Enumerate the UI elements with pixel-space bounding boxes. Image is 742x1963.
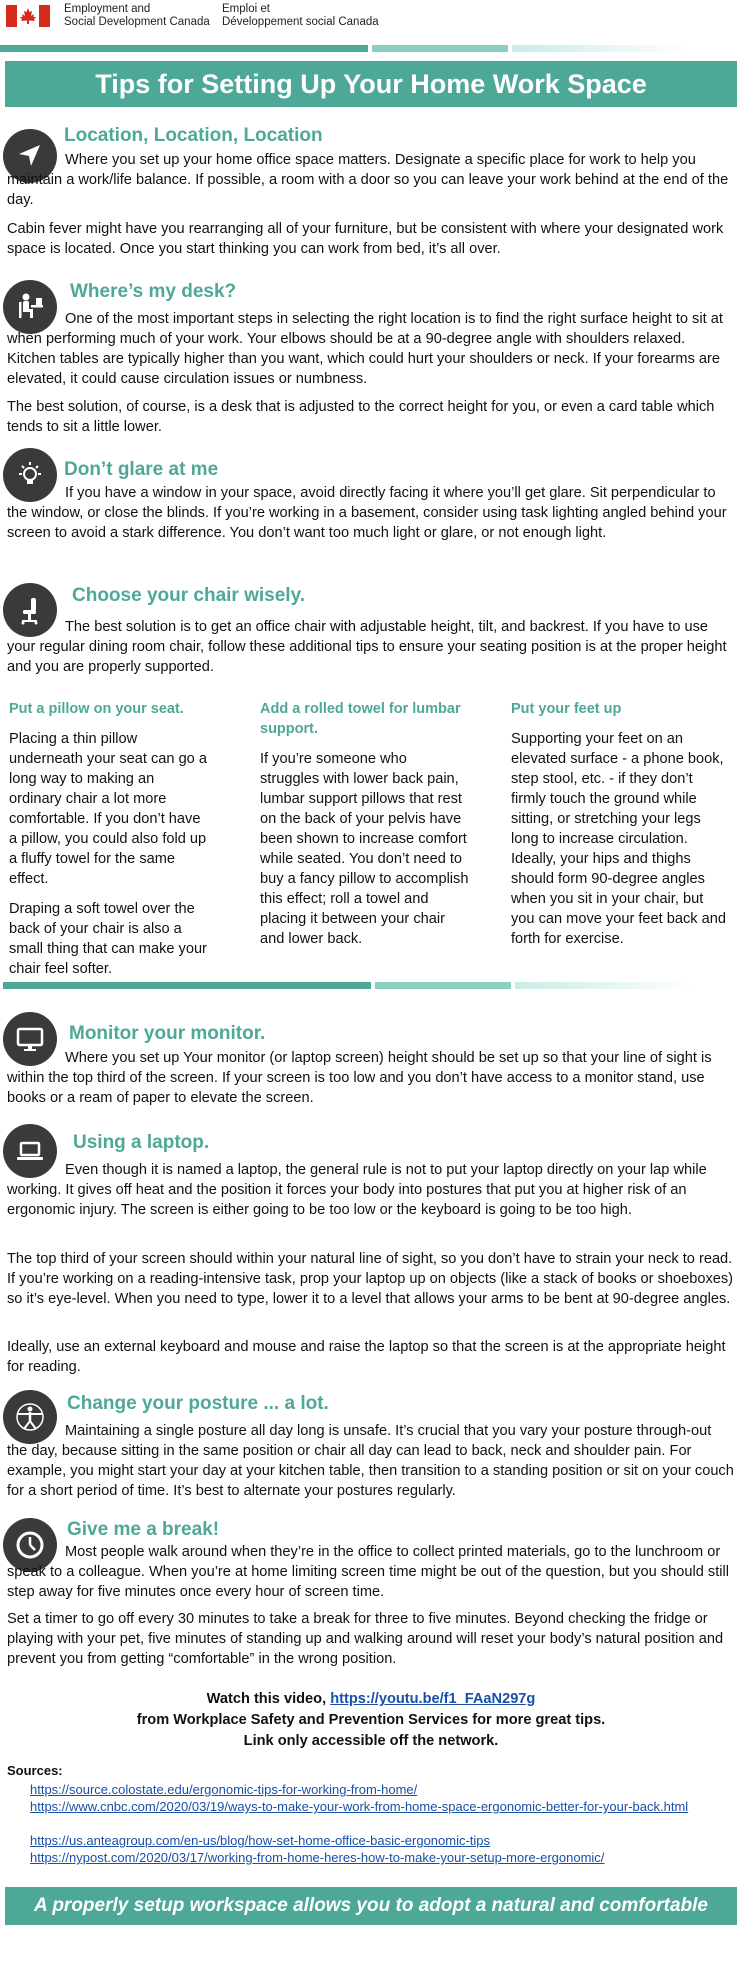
chair-tip-2-heading: Add a rolled towel for lumbar support.	[260, 701, 461, 737]
video-callout	[0, 1689, 742, 1752]
laptop-heading: Using a laptop.	[73, 1132, 210, 1153]
glare-heading: Don’t glare at me	[64, 459, 219, 480]
chair-tip-1-paragraph-1: Placing a thin pillow underneath your seat can go a long way to making an ordinary chair a lot more comfortable. If you don’t have a pillow, you could also fold up a fluffy towel for the same effect.	[9, 731, 207, 887]
source-link-1[interactable]: https://source.colostate.edu/ergonomic-tips-for-working-from-home/	[30, 1782, 418, 1797]
glare-paragraph-1: If you have a window in your space, avoid directly facing it where you’ll get glare. Sit perpendicular to the window, or close the blinds. If you’re working in a basement, consider using task lighting angled behind your screen to avoid a stark difference. You don’t want too much light or glare, or not enough light.	[7, 485, 727, 541]
laptop-paragraph-1: Even though it is named a laptop, the general rule is not to put your laptop directly on your lap while working. It gives off heat and the position it forces your body into postures that put you at higher risk of an ergonomic injury. The screen is either going to be too low or the keyboard is going to be too high.	[7, 1162, 707, 1218]
divider-rule-top	[0, 45, 742, 52]
break-paragraph-1: Most people walk around when they’re in the office to collect printed materials, go to the lunchroom or speak to a colleague. When you’re at home limiting screen time might be out of the question, but you should still step away for five minutes once every hour of screen time.	[7, 1544, 729, 1600]
desk-paragraph-1: One of the most important steps in selecting the right location is to find the right surface height to sit at when performing much of your work. Your elbows should be at a 90-degree angle with shoulders relaxed. Kitchen tables are typically higher than you want, which could hurt your shoulders or neck. If your forearms are elevated, it could cause circulation issues or numbness.	[7, 311, 723, 387]
sources-title: Sources:	[7, 1763, 63, 1778]
video-line-3: Link only accessible off the network.	[243, 1733, 499, 1749]
source-link-2[interactable]: https://www.cnbc.com/2020/03/19/ways-to-make-your-work-from-home-space-ergonomic-better-for-your-back.html	[30, 1799, 689, 1814]
laptop-paragraph-2: The top third of your screen should within your natural line of sight, so you don’t have to strain your neck to read. If you’re working on a reading-intensive task, prop your laptop up on objects (like a stack of books or shoeboxes) so it’s eye-level. When you need to type, lower it to a level that allows your arms to be bent at 90-degree angles.	[7, 1251, 734, 1307]
chair-tip-3-heading: Put your feet up	[511, 701, 622, 717]
chair-tip-1-paragraph-2: Draping a soft towel over the back of your chair is also a small thing that can make your chair feel softer.	[9, 901, 207, 977]
monitor-paragraph-1: Where you set up Your monitor (or laptop screen) height should be set up so that your line of sight is within the top third of the screen. If your screen is too low and you don’t have access to a monitor stand, use books or a ream of paper to elevate the screen.	[7, 1050, 712, 1106]
posture-heading: Change your posture ... a lot.	[67, 1393, 329, 1414]
video-line-1	[0, 1689, 742, 1710]
video-prefix: Watch this video,	[206, 1691, 331, 1707]
chair-tip-column-1	[9, 699, 209, 979]
page-title: Tips for Setting Up Your Home Work Space	[5, 61, 737, 107]
org-en-line2: Social Development Canada	[64, 16, 210, 28]
desk-paragraph-2: The best solution, of course, is a desk that is adjusted to the correct height for you, or even a card table which tends to sit a little lower.	[7, 399, 715, 435]
chair-heading: Choose your chair wisely.	[72, 585, 306, 606]
break-paragraph-2: Set a timer to go off every 30 minutes to take a break for three to five minutes. Beyond checking the fridge or playing with your pet, five minutes of standing up and walking around will reset your body’s natural position and prevent you from getting “comfortable” in the wrong position.	[7, 1611, 724, 1667]
org-fr-line1: Emploi et	[222, 3, 270, 15]
chair-tip-column-3	[511, 699, 729, 949]
monitor-heading: Monitor your monitor.	[69, 1023, 266, 1044]
chair-tip-2-paragraph-1: If you’re someone who struggles with lower back pain, lumbar support pillows that rest on the back of your pelvis have been shown to increase comfort while seated. You don’t need to buy a fancy pillow to accomplish this effect; roll a towel and placing it between your chair and lower back.	[260, 751, 469, 947]
page-header	[0, 0, 742, 42]
location-paragraph-1: Where you set up your home office space matters. Designate a specific place for work to help you maintain a work/life balance. If possible, a room with a door so you can leave your work behind at the end of the day.	[7, 152, 729, 208]
laptop-paragraph-3: Ideally, use an external keyboard and mouse and raise the laptop so that the screen is at the appropriate height for reading.	[7, 1339, 726, 1375]
org-en-line1: Employment and	[64, 3, 151, 15]
source-link-4[interactable]: https://nypost.com/2020/03/17/working-from-home-heres-how-to-make-your-setup-more-ergonomic/	[30, 1850, 605, 1865]
chair-paragraph-1: The best solution is to get an office chair with adjustable height, tilt, and backrest. If you have to use your regular dining room chair, follow these additional tips to ensure your seating position is at the proper height and you are properly supported.	[7, 619, 727, 675]
chair-tip-1-heading: Put a pillow on your seat.	[9, 701, 184, 717]
video-link[interactable]: https://youtu.be/f1_FAaN297g	[330, 1691, 536, 1707]
footer-banner: A properly setup workspace allows you to adopt a natural and comfortable posture.	[5, 1887, 737, 1925]
video-line-2: from Workplace Safety and Prevention Services for more great tips.	[136, 1712, 606, 1728]
chair-tip-3-paragraph-1: Supporting your feet on an elevated surface - a phone book, step stool, etc. - if they don’t firmly touch the ground while sitting, or stretching your legs long to increase circulation. Ideally, your hips and thighs should form 90-degree angles when you sit in your chair, but you can move your feet back and forth for exercise.	[511, 731, 726, 947]
source-link-3[interactable]: https://us.anteagroup.com/en-us/blog/how-set-home-office-basic-ergonomic-tips	[30, 1833, 491, 1848]
location-paragraph-2: Cabin fever might have you rearranging all of your furniture, but be consistent with where your designated work space is located. Once you start thinking you can work from bed, it’s all over.	[7, 221, 724, 257]
org-name-english	[64, 3, 210, 29]
divider-rule-middle	[0, 982, 742, 989]
location-heading: Location, Location, Location	[64, 125, 323, 146]
posture-paragraph-1: Maintaining a single posture all day long is unsafe. It’s crucial that you vary your posture through-out the day, because sitting in the same position or chair all day can lead to back, neck and shoulder pain. For example, you might start your day at your kitchen table, then transition to a standing position or sit on your couch for a short period of time. It’s best to alternate your postures regularly.	[7, 1423, 734, 1499]
org-name-french	[222, 3, 379, 29]
chair-tip-column-2	[260, 699, 470, 949]
org-fr-line2: Développement social Canada	[222, 16, 379, 28]
break-heading: Give me a break!	[67, 1519, 220, 1540]
canada-flag-icon	[6, 5, 50, 27]
desk-heading: Where’s my desk?	[70, 281, 237, 302]
